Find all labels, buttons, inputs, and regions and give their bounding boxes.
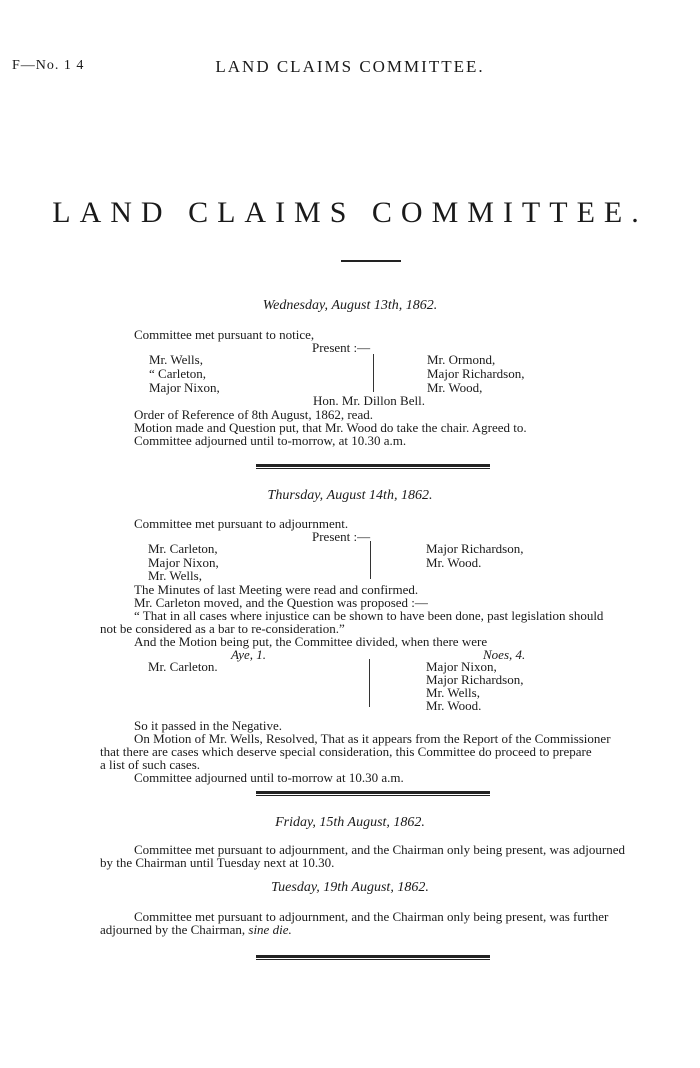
present-left-3: Major Nixon, [149, 380, 220, 395]
date-rest: August 14th, 1862. [326, 488, 433, 503]
session-opening: Committee met pursuant to adjournment. [134, 516, 349, 531]
noes-name: Mr. Wells, [426, 685, 480, 700]
present-right-3: Mr. Wood, [427, 380, 483, 395]
ayes-label: Aye, 1. [231, 647, 267, 662]
section-rule [256, 464, 490, 469]
session-opening: Committee met pursuant to notice, [134, 327, 315, 342]
minute-line: So it passed in the Negative. [134, 718, 283, 733]
present-right-1: Major Richardson, [426, 541, 524, 556]
session-text [100, 922, 292, 938]
minute-line: Committee adjourned until to-morrow, at 10.30 a.m. [134, 433, 407, 448]
resolution-text: that there are cases which deserve special consideration, this Committee do proceed to prepare [100, 744, 592, 759]
minute-line: Committee adjourned until to-morrow at 10.30 a.m. [134, 770, 404, 785]
minute-line: And the Motion being put, the Committee divided, when there were [134, 634, 488, 649]
session-text-italic: sine die. [248, 922, 292, 937]
running-head-title: LAND CLAIMS COMMITTEE. [215, 57, 485, 76]
present-left-1: Mr. Wells, [149, 352, 203, 367]
date-day: Thursday, [267, 488, 324, 503]
present-divider [373, 354, 374, 392]
session-text: by the Chairman until Tuesday next at 10.30. [100, 855, 335, 870]
noes-name: Major Nixon, [426, 659, 497, 674]
date-day: Wednesday, [262, 298, 328, 313]
motion-text: “ That in all cases where injustice can be shown to have been done, past legislation should [134, 608, 604, 623]
resolution-text: On Motion of Mr. Wells, Resolved, That as it appears from the Report of the Commissioner [134, 731, 611, 746]
minute-line: Motion made and Question put, that Mr. Wood do take the chair. Agreed to. [134, 420, 527, 435]
main-title: LAND CLAIMS COMMITTEE. [52, 196, 648, 229]
minute-line: Order of Reference of 8th August, 1862, read. [134, 407, 373, 422]
ayes-name: Mr. Carleton. [148, 659, 218, 674]
present-left-1: Mr. Carleton, [148, 541, 218, 556]
present-right-2: Major Richardson, [427, 366, 525, 381]
present-divider [370, 541, 371, 579]
present-right-1: Mr. Ormond, [427, 352, 496, 367]
date-rest: 19th August, 1862. [323, 880, 429, 895]
section-rule [256, 955, 490, 960]
present-center: Hon. Mr. Dillon Bell. [313, 393, 425, 408]
running-head-page-ref: F—No. 1 4 [12, 58, 85, 73]
present-label: Present :— [312, 529, 371, 544]
noes-label: Noes, 4. [483, 647, 526, 662]
session-text: Committee met pursuant to adjournment, and the Chairman only being present, was further [134, 909, 609, 924]
title-rule [341, 260, 401, 262]
minute-line: The Minutes of last Meeting were read and confirmed. [134, 582, 419, 597]
session-date [0, 880, 700, 896]
present-right-2: Mr. Wood. [426, 555, 482, 570]
resolution-text: a list of such cases. [100, 757, 201, 772]
session-text-plain: adjourned by the Chairman, [100, 922, 246, 937]
date-day: Tuesday, [271, 880, 320, 895]
date-rest: August 13th, 1862. [331, 298, 438, 313]
minute-line: Mr. Carleton moved, and the Question was proposed :— [134, 595, 428, 610]
present-left-3: Mr. Wells, [148, 568, 202, 583]
session-date [0, 488, 700, 504]
session-date [0, 815, 700, 831]
session-text: Committee met pursuant to adjournment, and the Chairman only being present, was adjourned [134, 842, 625, 857]
date-day: Friday, [275, 815, 316, 830]
motion-text: not be considered as a bar to re-consideration.” [100, 621, 345, 636]
noes-name: Major Richardson, [426, 672, 524, 687]
division-divider [369, 659, 370, 707]
present-label: Present :— [312, 340, 371, 355]
session-date [0, 298, 700, 314]
date-rest: 15th August, 1862. [319, 815, 425, 830]
noes-name: Mr. Wood. [426, 698, 482, 713]
section-rule [256, 791, 490, 796]
present-left-2: Major Nixon, [148, 555, 219, 570]
present-left-2: “ Carleton, [149, 366, 207, 381]
